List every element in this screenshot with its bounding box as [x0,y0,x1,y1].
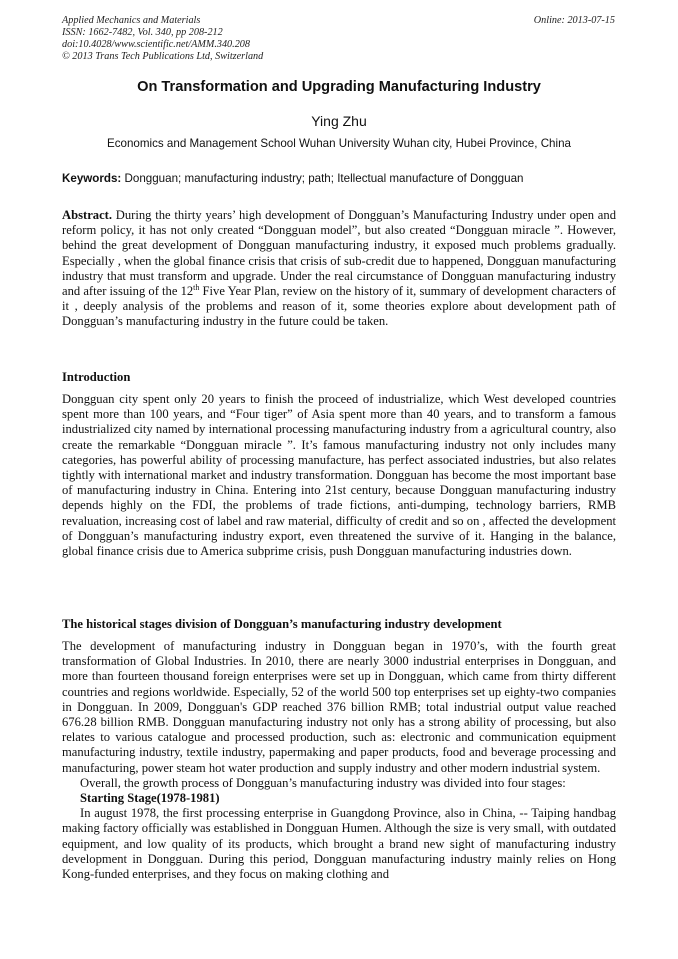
abstract-text-b: Five Year Plan, review on the history of it, summary of development characters of it , deeply analysis of the problems and reason of it, some theories explore about development path of Dongguan’s manufacturing industry in the future could be taken. [62,284,616,329]
copyright-line: © 2013 Trans Tech Publications Ltd, Switzerland [62,51,264,62]
history-paragraph-2: Overall, the growth process of Dongguan’s manufacturing industry was divided into four stages: [80,775,566,790]
abstract-sup: th [193,282,200,292]
history-section [62,639,616,882]
keywords-label: Keywords: [62,172,122,185]
issn-line: ISSN: 1662-7482, Vol. 340, pp 208-212 [62,27,223,38]
paper-title: On Transformation and Upgrading Manufacturing Industry [137,79,541,95]
history-paragraph-3: In august 1978, the first processing enterprise in Guangdong Province, also in China, -- Taiping handbag making factory officially was established in Dongguan Humen. Although the size is very small, with outdated equipment, and low quality of its products, which brought a brand new sight of manufacturing industry development in Dongguan. During this period, Dongguan manufacturing industry mainly relies on Hong Kong-funded enterprises, and they focus on making clothing and [62,806,616,882]
section-heading-history: The historical stages division of Dongguan’s manufacturing industry development [62,617,502,631]
author-affiliation: Economics and Management School Wuhan University Wuhan city, Hubei Province, China [107,137,571,150]
section-heading-introduction: Introduction [62,370,131,384]
journal-header [62,15,263,63]
keywords-text: Dongguan; manufacturing industry; path; Itellectual manufacture of Dongguan [124,172,524,185]
doi-line[interactable]: doi:10.4028/www.scientific.net/AMM.340.208 [62,39,250,50]
author-name: Ying Zhu [311,113,367,129]
abstract-text-a: During the thirty years’ high development of Dongguan’s Manufacturing Industry under open and reform policy, it has not only created “Dongguan model”, but also created “Dongguan miracle ”. However, behind the great development of Dongguan manufacturing industry, it exposed much problems gradually. Especially , when the global finance crisis that crisis of sub-credit due to happened, Dongguan manufacturing industry that must transform and upgrade. Under the real circumstance of Dongguan manufacturing industry and after issuing of the 12 [62,208,616,299]
abstract [62,208,616,330]
introduction-paragraph: Dongguan city spent only 20 years to finish the proceed of industrialize, which West developed countries spent more than 100 years, and “Four tiger” of Asia spent more than 40 years, and to transform a famous industrialized city named by international processing manufacturing industry from a agricultural country, also create the remarkable “Dongguan miracle ”. It’s famous manufacturing industry not only includes many categories, has powerful ability of processing manufacture, has perfect associated industries, but also relates tightly with international market and industry transformation. Dongguan has become the most important base of manufacturing industry in China. Entering into 21st century, because Dongguan manufacturing industry depends highly on the FDI, the problems of trade fictions, anti-dumping, technology barriers, RMB revaluation, increasing cost of label and raw material, difficulty of credit and so on , affected the development of Dongguan’s manufacturing industry export, even threatened the survive of it. Hanging in the balance, global finance crisis due to America subprime crisis, push Dongguan manufacturing industries down. [62,392,616,559]
abstract-label: Abstract. [62,208,113,222]
journal-name: Applied Mechanics and Materials [62,15,201,26]
online-date: Online: 2013-07-15 [533,15,615,26]
history-paragraph-1: The development of manufacturing industry in Dongguan began in 1970’s, with the fourth great transformation of Global Industries. In 2010, there are nearly 3000 industrial enterprises in Dongguan, and more than fourteen thousand foreign enterprises were set up in Dongguan, which came from thirty different countries and regions worldwide. Especially, 52 of the world 500 top enterprises set up eighty-two companies in Dongguan. In 2009, Dongguan's GDP reached 376 billion RMB; total industrial output value reached 676.28 billion RMB. Dongguan manufacturing industry not only has a strong ability of processing, but also relates to various catalogue and processed production, such as: electronic and communication equipment manufacturing industry, textile industry, papermaking and paper products, food and beverage processing and manufacturing, power steam hot water production and supply industry and other modern industrial system. [62,639,616,775]
stage-heading: Starting Stage(1978-1981) [80,791,220,806]
keywords-line [62,172,616,185]
